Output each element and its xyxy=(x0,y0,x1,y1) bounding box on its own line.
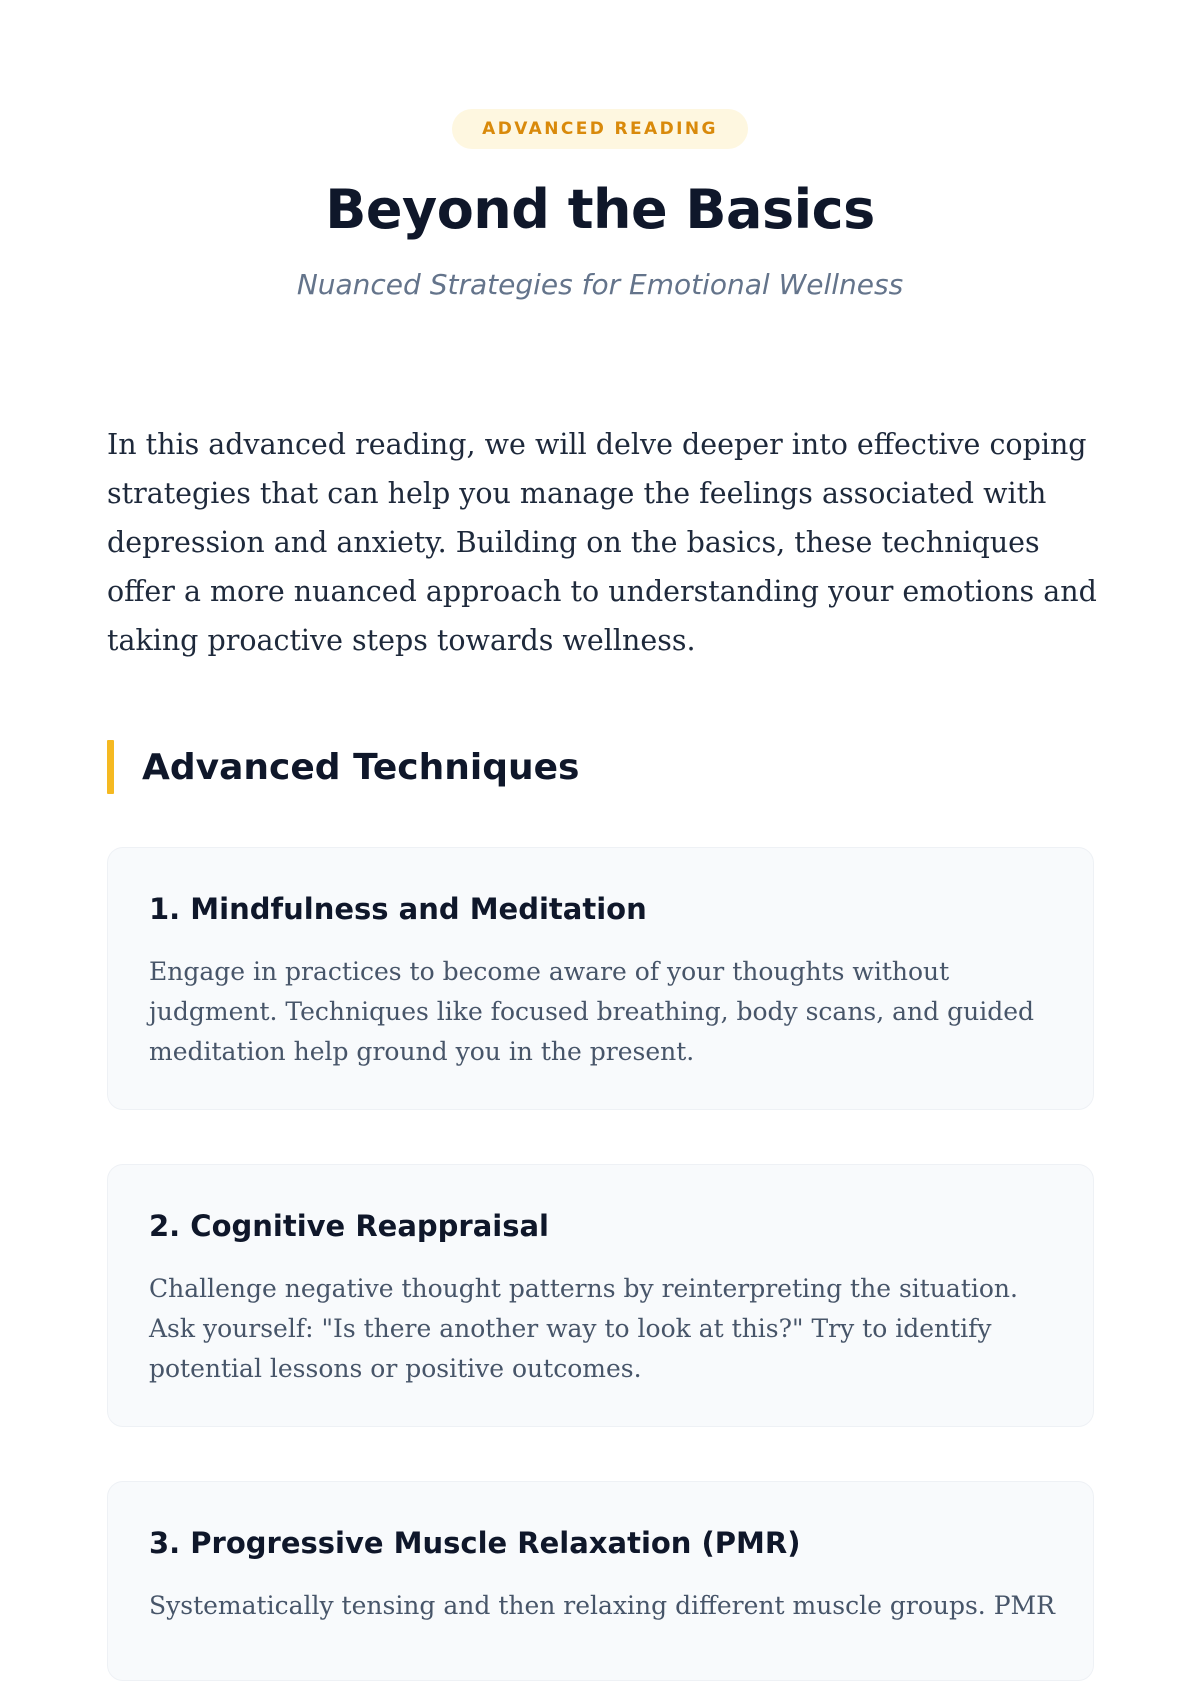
section-title: Advanced Techniques xyxy=(142,746,580,788)
category-badge: ADVANCED READING xyxy=(452,109,748,149)
technique-description: Challenge negative thought patterns by reinterpreting the situation. Ask yourself: "Is there another way to look at this?" Try to identify potential lessons or positive outcomes. xyxy=(149,1274,1018,1383)
technique-card xyxy=(107,847,1094,1110)
technique-title: 3. Progressive Muscle Relaxation (PMR) xyxy=(149,1526,801,1560)
technique-card xyxy=(107,1481,1094,1681)
section-heading xyxy=(107,740,579,794)
page-title: Beyond the Basics xyxy=(325,178,875,241)
technique-title: 2. Cognitive Reappraisal xyxy=(149,1209,549,1243)
technique-description: Systematically tensing and then relaxing different muscle groups. PMR xyxy=(149,1591,1055,1620)
page-subtitle: Nuanced Strategies for Emotional Wellness xyxy=(296,268,904,301)
technique-description: Engage in practices to become aware of your thoughts without judgment. Techniques like focused breathing, body scans, and guided meditation help ground you in the present. xyxy=(149,957,1035,1066)
section-accent-bar xyxy=(107,740,114,794)
technique-card xyxy=(107,1164,1094,1427)
technique-title: 1. Mindfulness and Meditation xyxy=(149,892,647,926)
intro-paragraph: In this advanced reading, we will delve deeper into effective coping strategies that can help you manage the feelings associated with depression and anxiety. Building on the basics, these techniques offer a more nuanced approach to understanding your emotions and taking proactive steps towards wellness. xyxy=(107,428,1097,657)
